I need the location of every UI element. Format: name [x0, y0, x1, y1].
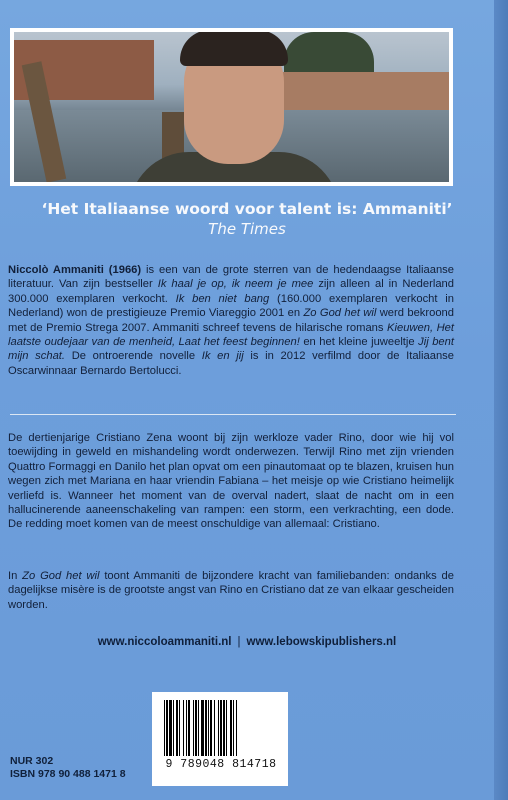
barcode-bars [162, 700, 278, 758]
nur-isbn-block [10, 755, 126, 781]
barcode-bar [236, 700, 237, 756]
barcode-bar [169, 700, 172, 756]
barcode-bar [164, 700, 165, 756]
synopsis-paragraph: De dertienjarige Cristiano Zena woont bij zijn werkloze vader Rino, door wie hij vol toewijding in geweld en mishandeling wordt onderwezen. Terwijl Rino met zijn vrienden Quattro Formaggi en Danilo het plan opvat om een pinautomaat op te blazen, kruisen hun wegen zich met Mariana en haar vriendin Fabiana – het meisje op wie Cristiano heimelijk verliefd is. Wanneer het moment van de overval nadert, slaat de nacht om in een hallucinerende aaneenschakeling van rampen: een storm, een verkrachting, een dode. De redding moet komen van de meest onschuldige van allemaal: Cristiano. [8, 432, 454, 531]
barcode-bar [230, 700, 232, 756]
barcode-bar [201, 700, 204, 756]
press-quote-source: The Times [208, 220, 286, 238]
nur-code: NUR 302 [10, 755, 54, 767]
barcode-bar [233, 700, 234, 756]
website-links [0, 636, 494, 648]
book-title: Ik ben niet bang [175, 292, 270, 305]
barcode-digits: 9 789048 814718 [165, 758, 277, 771]
barcode-bar [195, 700, 197, 756]
barcode-bar [223, 700, 225, 756]
isbn-number: ISBN 978 90 488 1471 8 [10, 768, 126, 780]
author-photo-frame [10, 28, 453, 186]
barcode-bar [205, 700, 207, 756]
book-title: Ik haal je op, ik neem je mee [157, 278, 314, 291]
link-separator: | [237, 636, 241, 648]
book-title: Zo God het wil [22, 570, 100, 582]
barcode-bar [226, 700, 227, 756]
barcode-bar [183, 700, 184, 756]
book-title: Kieuwen, Het laatste oudejaar van de menheid, Laat het feest beginnen! [8, 321, 454, 349]
author-bio-paragraph: Niccolò Ammaniti (1966) is een van de grote sterren van de hedendaagse Italiaanse literatuur. Van zijn bestseller Ik haal je op, ik neem je mee zijn alleen al in Nederland 300.000 exemplaren verkocht. Ik ben niet bang (160.000 exemplaren verkocht in Nederland) won de prestigieuze Premio Viareggio 2001 en Zo God het wil werd bekroond met de Premio Strega 2007. Ammaniti schreef tevens de hilarische romans Kieuwen, Het laatste oudejaar van de menheid, Laat het feest beginnen! en het kleine juweeltje Jij bent mijn schat. De ontroerende novelle Ik en jij is in 2012 verfilmd door de Italiaanse Oscarwinnaar Bernardo Bertolucci. [8, 264, 454, 377]
barcode-bar [210, 700, 212, 756]
photo-building-right [279, 72, 449, 112]
barcode-bar [208, 700, 209, 756]
barcode-bar [193, 700, 194, 756]
theme-paragraph: In Zo God het wil toont Ammaniti de bijzondere kracht van familiebanden: ondanks de dagelijkse misère is de grootste angst van Rino en Cristiano dat ze van elkaar gescheiden worden. [8, 570, 454, 611]
barcode [152, 692, 288, 786]
section-divider [10, 414, 456, 415]
spine-edge [494, 0, 508, 800]
barcode-bar [198, 700, 199, 756]
barcode-bar [186, 700, 187, 756]
press-quote: ‘Het Italiaanse woord voor talent is: Ammaniti’ [41, 200, 453, 218]
barcode-bar [176, 700, 178, 756]
barcode-bar [214, 700, 215, 756]
publisher-website-link[interactable]: www.lebowskipublishers.nl [246, 636, 397, 648]
author-name: Niccolò Ammaniti (1966) [8, 264, 142, 276]
barcode-bar [218, 700, 219, 756]
barcode-bar [179, 700, 180, 756]
book-title: Ik en jij [201, 350, 244, 363]
book-title: Zo God het wil [303, 307, 377, 320]
author-website-link[interactable]: www.niccoloammaniti.nl [97, 636, 232, 648]
barcode-bar [166, 700, 168, 756]
barcode-bar [188, 700, 190, 756]
book-title: Jij bent mijn schat. [8, 336, 454, 363]
author-photo [14, 32, 449, 182]
barcode-bar [220, 700, 222, 756]
barcode-bar [173, 700, 174, 756]
photo-author-hair [180, 32, 288, 66]
